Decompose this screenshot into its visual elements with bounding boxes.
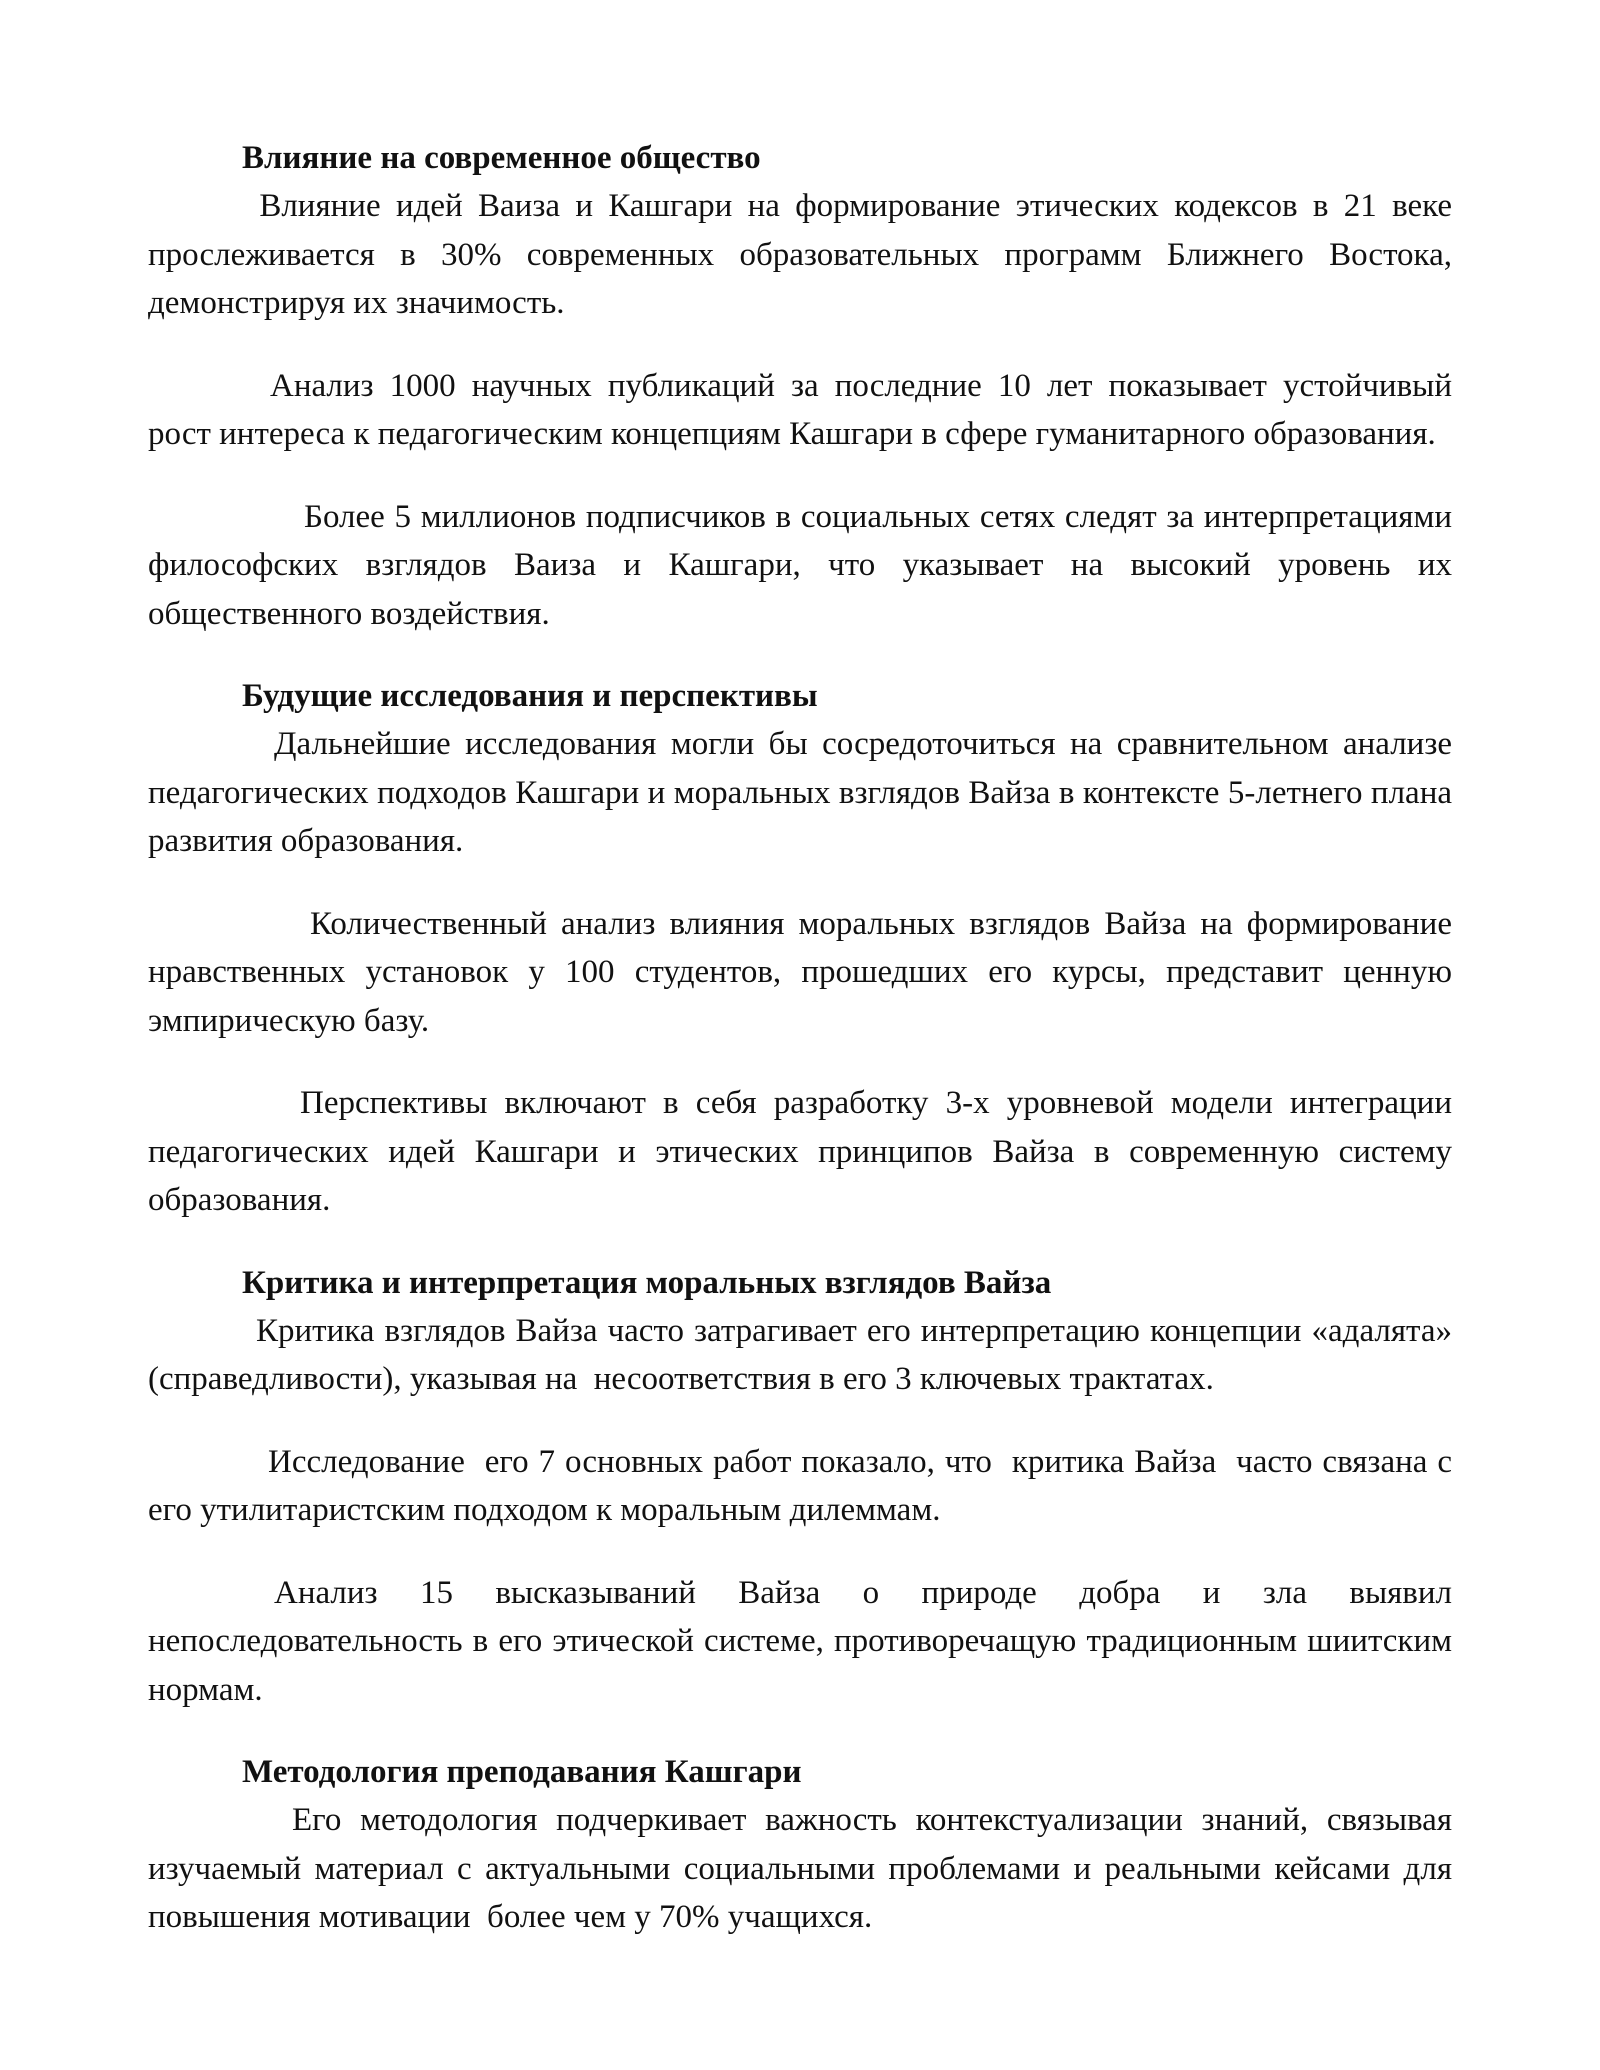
paragraph: Анализ 1000 научных публикаций за последние 10 лет показывает устойчивый рост интереса к педагогическим концепциям Кашгари в сфере гуманитарного образования. — [148, 367, 1461, 452]
section-methodology — [148, 1748, 1469, 1942]
section-heading: Методология преподавания Кашгари — [242, 1754, 802, 1790]
paragraph: Его методология подчеркивает важность контекстуализации знаний, связывая изучаемый материал с актуальными социальными проблемами и реальными кейсами для повышения мотивации более чем у 70% учащихся. — [148, 1802, 1469, 1935]
paragraph: Критика взглядов Вайза часто затрагивает его интерпретацию концепции «адалята» (справедливости), указывая на несоответствия в его 3 ключевых трактатах. — [148, 1312, 1461, 1397]
paragraph: Количественный анализ влияния моральных взглядов Вайза на формирование нравственных установок у 100 студентов, прошедших его курсы, представит ценную эмпирическую базу. — [148, 905, 1461, 1039]
paragraph: Исследование его 7 основных работ показало, что критика Вайза часто связана с его утилитаристским подходом к моральным дилеммам. — [148, 1443, 1469, 1528]
document-page — [148, 134, 1469, 1942]
section-heading: Критика и интерпретация моральных взглядов Вайза — [242, 1264, 1052, 1301]
paragraph: Более 5 миллионов подписчиков в социальных сетях следят за интерпретациями философских взглядов Ваиза и Кашгари, что указывает на высокий уровень их общественного воздействия. — [148, 498, 1469, 632]
paragraph: Перспективы включают в себя разработку 3-х уровневой модели интеграции педагогических идей Кашгари и этических принципов Вайза в современную систему образования. — [148, 1085, 1461, 1218]
section-heading: Будущие исследования и перспективы — [242, 678, 818, 714]
paragraph: Анализ 15 высказываний Вайза о природе добра и зла выявил непоследовательность в его этической системе, противоречащую традиционным шиитским нормам. — [148, 1574, 1461, 1708]
section-heading: Влияние на современное общество — [242, 140, 761, 176]
paragraph: Дальнейшие исследования могли бы сосредоточиться на сравнительном анализе педагогических подходов Кашгари и моральных взглядов Вайза в контексте 5-летнего плана развития образования. — [148, 726, 1461, 859]
section-future-research — [148, 672, 1461, 1225]
paragraph: Влияние идей Ваиза и Кашгари на формирование этических кодексов в 21 веке прослеживается в 30% современных образовательных программ Ближнего Востока, демонстрируя их значимость. — [148, 188, 1461, 321]
section-modern-influence — [148, 134, 1469, 638]
section-criticism — [148, 1259, 1469, 1715]
